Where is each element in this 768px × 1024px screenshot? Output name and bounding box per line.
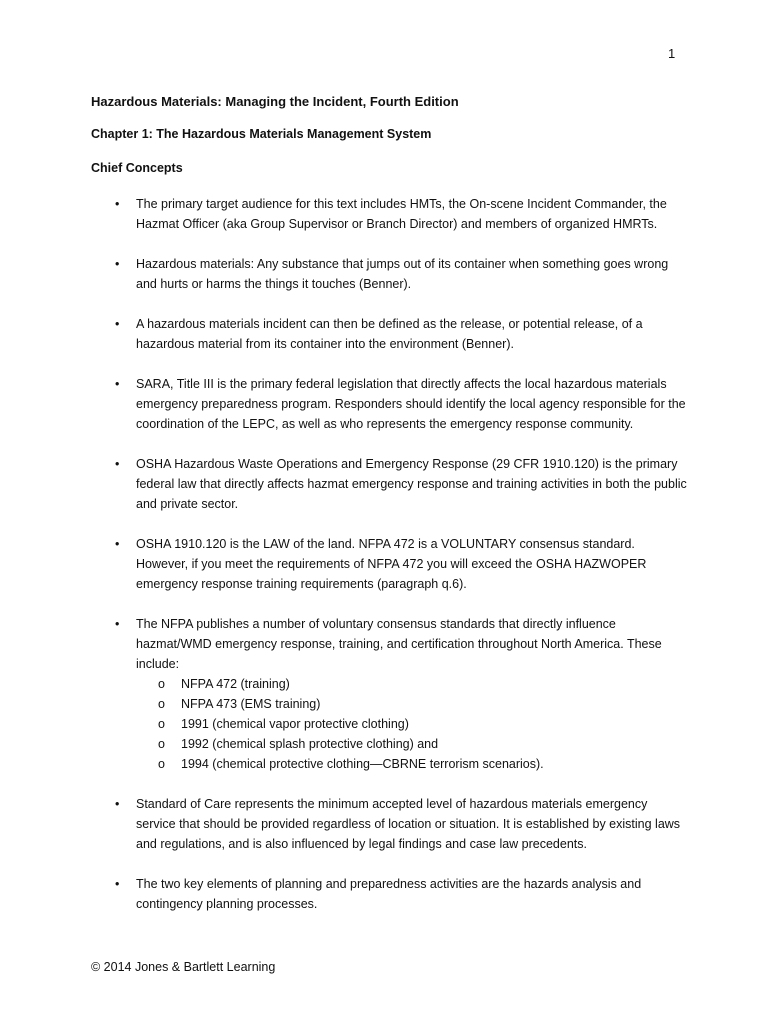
chapter-heading: Chapter 1: The Hazardous Materials Management System	[91, 127, 432, 141]
copyright-footer: © 2014 Jones & Bartlett Learning	[91, 960, 276, 974]
sub-list-item	[158, 674, 768, 694]
concept-item	[0, 194, 768, 234]
bullet-icon: •	[115, 797, 120, 811]
sub-item-text: 1992 (chemical splash protective clothing) and	[181, 737, 439, 751]
sub-item-text: NFPA 473 (EMS training)	[181, 697, 321, 711]
bullet-icon: •	[115, 197, 120, 211]
chief-concepts-heading: Chief Concepts	[91, 161, 183, 175]
concept-text: The two key elements of planning and preparedness activities are the hazards analysis and contingency planning processes.	[136, 877, 642, 911]
sub-list-item	[158, 734, 768, 754]
bullet-icon: •	[115, 377, 120, 391]
sub-bullet-icon: o	[158, 757, 165, 771]
sub-bullet-icon: o	[158, 717, 165, 731]
sub-list-item	[158, 714, 768, 734]
sub-item-text: 1994 (chemical protective clothing—CBRNE terrorism scenarios).	[181, 757, 544, 771]
sub-list-item	[158, 754, 768, 774]
concept-item	[0, 614, 768, 774]
concept-item	[0, 374, 768, 434]
concept-item	[0, 254, 768, 294]
sub-list-item	[158, 694, 768, 714]
bullet-icon: •	[115, 457, 120, 471]
concept-text: The NFPA publishes a number of voluntary consensus standards that directly influence hazmat/WMD emergency response, training, and certification throughout North America. These include:	[136, 617, 662, 671]
concept-item	[0, 874, 768, 914]
bullet-icon: •	[115, 317, 120, 331]
bullet-icon: •	[115, 257, 120, 271]
sub-bullet-icon: o	[158, 677, 165, 691]
concept-item	[0, 794, 768, 854]
sub-bullet-icon: o	[158, 697, 165, 711]
concept-item	[0, 454, 768, 514]
concept-text: SARA, Title III is the primary federal legislation that directly affects the local hazardous materials emergency preparedness program. Responders should identify the local agency responsible for the coordination of the LEPC, as well as who represents the emergency response community.	[136, 377, 686, 431]
document-title: Hazardous Materials: Managing the Incident, Fourth Edition	[91, 94, 459, 109]
concepts-list	[0, 194, 768, 934]
concept-text: OSHA Hazardous Waste Operations and Emergency Response (29 CFR 1910.120) is the primary federal law that directly affects hazmat emergency response and training activities in both the public and private sector.	[136, 457, 687, 511]
concept-item	[0, 534, 768, 594]
page-number: 1	[668, 46, 676, 61]
sub-item-text: 1991 (chemical vapor protective clothing)	[181, 717, 409, 731]
concept-text: Hazardous materials: Any substance that jumps out of its container when something goes wrong and hurts or harms the things it touches (Benner).	[136, 257, 669, 291]
concept-text: A hazardous materials incident can then be defined as the release, or potential release, of a hazardous material from its container into the environment (Benner).	[136, 317, 643, 351]
concept-text: Standard of Care represents the minimum accepted level of hazardous materials emergency service that should be provided regardless of location or situation. It is established by existing laws and regulations, and is also influenced by legal findings and case law precedents.	[136, 797, 681, 851]
sub-item-text: NFPA 472 (training)	[181, 677, 290, 691]
bullet-icon: •	[115, 617, 120, 631]
bullet-icon: •	[115, 537, 120, 551]
sub-bullet-icon: o	[158, 737, 165, 751]
concept-item	[0, 314, 768, 354]
concept-text: OSHA 1910.120 is the LAW of the land. NFPA 472 is a VOLUNTARY consensus standard. However, if you meet the requirements of NFPA 472 you will exceed the OSHA HAZWOPER emergency response training requirements (paragraph q.6).	[136, 537, 647, 591]
bullet-icon: •	[115, 877, 120, 891]
nfpa-standards-list	[0, 674, 768, 774]
concept-text: The primary target audience for this text includes HMTs, the On-scene Incident Commander, the Hazmat Officer (aka Group Supervisor or Branch Director) and members of organized HMRTs.	[136, 197, 667, 231]
